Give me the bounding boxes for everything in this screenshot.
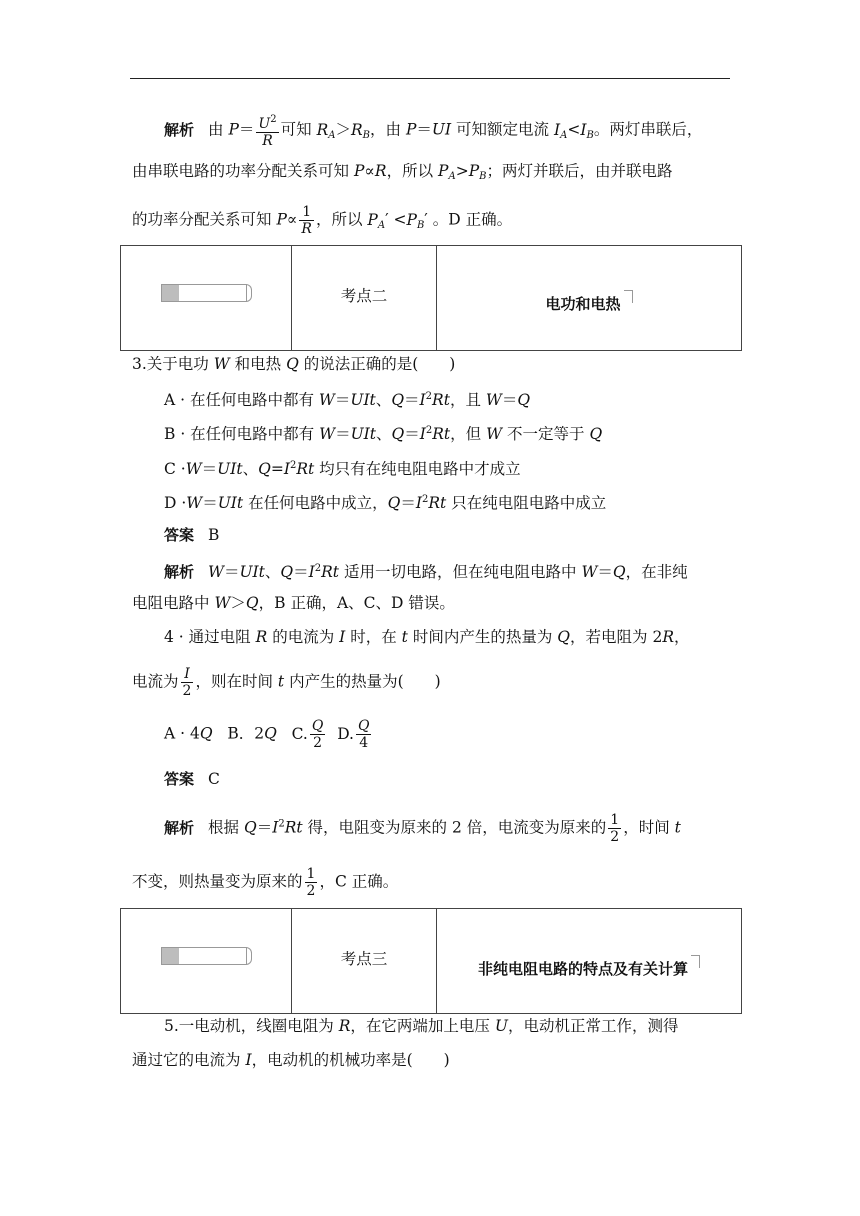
q3-answer: 答案 B (164, 526, 220, 544)
q3-solution-line1: 解析 W＝UIt、$Q=I^2Rt$ 适用一切电路，但在纯电阻电路中 W＝Q，在非纯 (164, 563, 688, 581)
solution1-line1: 解析 由 P＝ $\frac{U^2}{R}$ 可知 $R_A>R_B$，由 P＝UI 可知额定电流 $I_A<I_B$。两灯串联后， (164, 114, 703, 149)
section3-kaodian: 考点三 (292, 909, 437, 1013)
q3-option-c: C ·W＝UIt、$Q=I^2Rt$ 均只有在纯电阻电路中才成立 (164, 460, 521, 478)
q3-option-d: D ·W＝UIt 在任何电路中成立，$Q=I^2Rt$ 只在纯电阻电路中成立 (164, 494, 607, 512)
q4-option-d: D. $\frac{Q}{4}$ (337, 718, 370, 751)
bracket-icon (624, 290, 633, 303)
q4-option-a: A · 4Q (164, 724, 213, 743)
q4-solution-line2: 不变，则热量变为原来的 $\frac{1}{2}$ ，C 正确。 (132, 866, 399, 899)
header-rule (130, 78, 730, 79)
q3-solution-line2: 电阻电路中 W＞Q，B 正确，A、C、D 错误。 (132, 594, 455, 612)
q3-option-b: B · 在任何电路中都有 W＝UIt、$Q=I^2Rt$，但 W 不一定等于 Q (164, 425, 603, 443)
q5-line2: 通过它的电流为 I，电动机的机械功率是( ) (132, 1051, 450, 1069)
solution1-line3: 的功率分配关系可知 P∝ $\frac{1}{R}$ ，所以 $P_A' <P_B'$ 。D 正确。 (132, 204, 513, 237)
q4-options (164, 718, 732, 751)
q4-answer: 答案 C (164, 770, 220, 788)
q3-stem: 3.关于电功 W 和电热 Q 的说法正确的是( ) (132, 355, 456, 373)
q4-stem-line1: 4 · 通过电阻 R 的电流为 I 时，在 t 时间内产生的热量为 Q，若电阻为 2R， (164, 628, 690, 646)
section2-kaodian: 考点二 (292, 246, 437, 350)
section3-title: 非纯电阻电路的特点及有关计算 (477, 960, 688, 978)
section3-progress-bar (161, 947, 247, 965)
solution1-line2: 由串联电路的功率分配关系可知 P∝R，所以 $P_A>P_B$；两灯并联后，由并联电路 (132, 162, 673, 182)
q4-option-b: B．2Q (227, 724, 277, 743)
section3-header (120, 908, 742, 1014)
section2-header (120, 245, 742, 351)
q4-solution-line1: 解析 根据 $Q=I^2Rt$ 得，电阻变为原来的 2 倍，电流变为原来的 $\frac{1}{2}$ ，时间 t (164, 812, 681, 845)
q4-stem-line2: 电流为 $\frac{I}{2}$ ，则在时间 t 内产生的热量为( ) (132, 666, 441, 699)
bracket-icon (691, 955, 700, 968)
section2-title: 电功和电热 (545, 295, 621, 313)
q5-line1: 5.一电动机，线圈电阻为 R，在它两端加上电压 U，电动机正常工作，测得 (164, 1017, 679, 1035)
q3-option-a: A · 在任何电路中都有 W＝UIt、$Q=I^2Rt$，且 W＝Q (164, 391, 531, 409)
q4-option-c: C. $\frac{Q}{2}$ (291, 718, 324, 751)
section2-progress-bar (161, 284, 247, 302)
